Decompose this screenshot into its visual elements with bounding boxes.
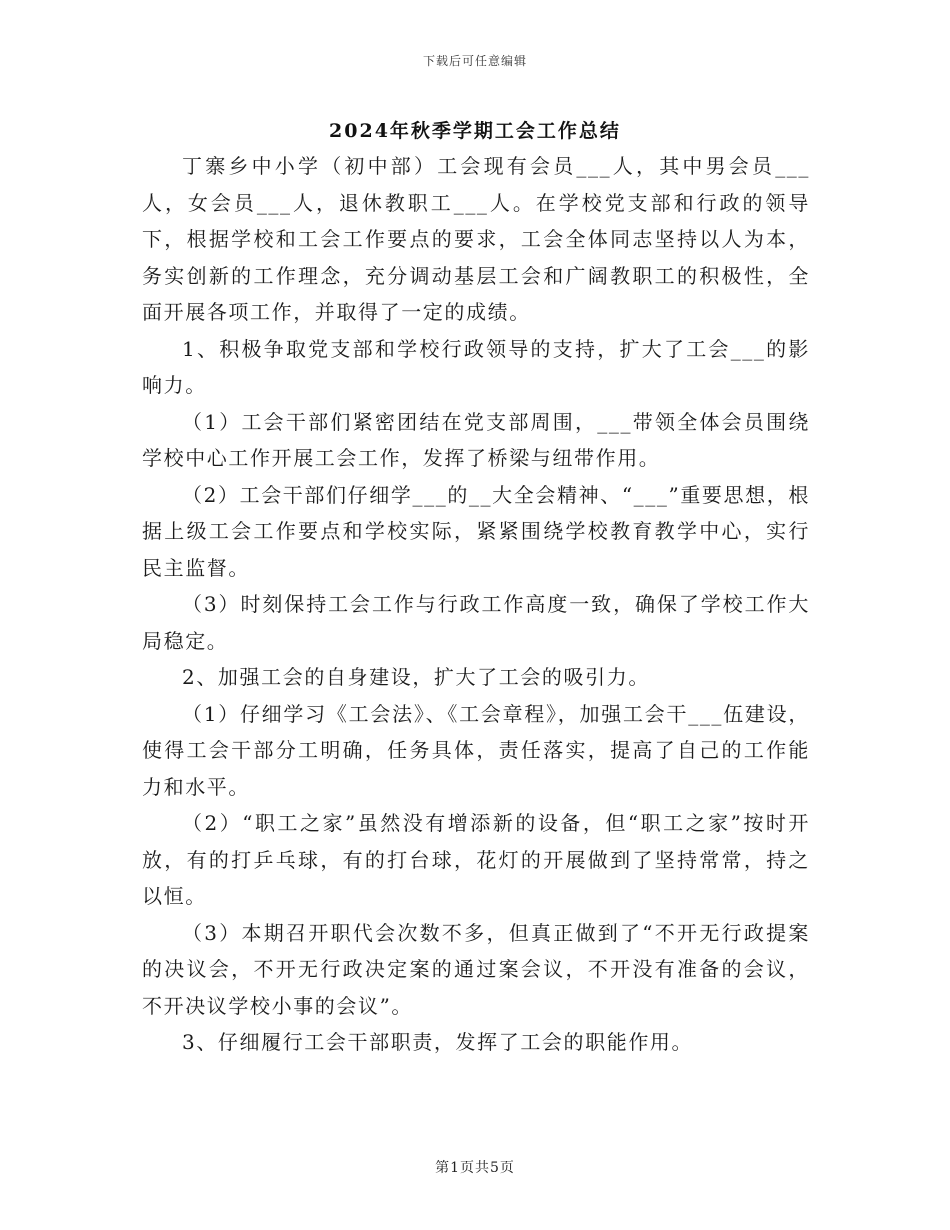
- paragraph-item: （1）工会干部们紧密团结在党支部周围，___带领全体会员围绕学校中心工作开展工会工作，发挥了桥梁与纽带作用。: [142, 409, 810, 470]
- page-number-footer: 第1页共5页: [435, 1160, 515, 1176]
- paragraph-section-2: 2、加强工会的自身建设，扩大了工会的吸引力。: [182, 665, 650, 689]
- paragraph-item: （2）工会干部们仔细学___的__大全会精神、“___”重要思想，根据上级工会工作要点和学校实际，紧紧围绕学校教育教学中心，实行民主监督。: [142, 482, 810, 580]
- paragraph-item: （2）“职工之家”虽然没有增添新的设备，但“职工之家”按时开放，有的打乒乓球，有的打台球，花灯的开展做到了坚持常常，持之以恒。: [142, 811, 810, 908]
- header-note: 下载后可任意编辑: [422, 54, 527, 68]
- paragraph-item: （1）仔细学习《工会法》、《工会章程》，加强工会干___伍建设，使得工会干部分工明确，任务具体，责任落实，提高了自己的工作能力和水平。: [142, 701, 810, 799]
- paragraph-section-1: 1、积极争取党支部和学校行政领导的支持，扩大了工会___的影响力。: [142, 336, 810, 397]
- document-title: 2024年秋季学期工会工作总结: [329, 120, 621, 142]
- paragraph-section-3: 3、仔细履行工会干部职责，发挥了工会的职能作用。: [182, 1030, 694, 1054]
- paragraph-item: （3）本期召开职代会次数不多，但真正做到了“不开无行政提案的决议会，不开无行政决定案的通过案会议，不开没有准备的会议，不开决议学校小事的会议”。: [142, 920, 810, 1018]
- paragraph-intro: 丁寨乡中小学（初中部）工会现有会员___人，其中男会员___人，女会员___人，退休教职工___人。在学校党支部和行政的领导下，根据学校和工会工作要点的要求，工会全体同志坚持以人为本，务实创新的工作理念，充分调动基层工会和广阔教职工的积极性，全面开展各项工作，并取得了一定的成绩。: [142, 154, 810, 324]
- paragraph-item: （3）时刻保持工会工作与行政工作高度一致，确保了学校工作大局稳定。: [142, 592, 810, 653]
- document-body: [142, 148, 810, 1061]
